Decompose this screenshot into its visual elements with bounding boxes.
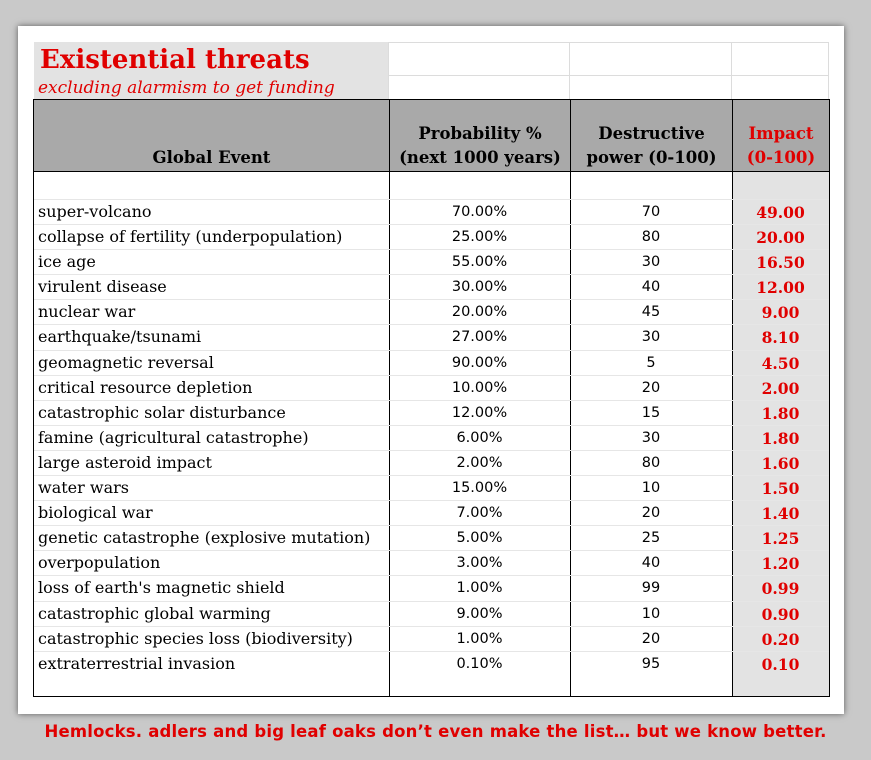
probability-cell: 0.10% (456, 655, 503, 672)
impact-cell: 1.25 (761, 529, 800, 549)
table-row (34, 475, 829, 500)
power-cell: 20 (641, 505, 661, 522)
probability-cell: 1.00% (456, 630, 503, 647)
power-cell: 25 (641, 530, 661, 547)
table-row (34, 350, 829, 375)
probability-cell: 27.00% (451, 329, 508, 346)
probability-cell: 1.00% (456, 580, 503, 597)
probability-cell: 25.00% (451, 229, 508, 246)
table-row (34, 375, 829, 400)
power-cell: 20 (641, 630, 661, 647)
power-cell: 10 (641, 480, 661, 497)
header-impact-line1: Impact (748, 124, 814, 143)
impact-cell: 1.50 (761, 479, 800, 499)
event-cell: biological war (38, 503, 153, 523)
power-cell: 70 (641, 204, 661, 220)
event-cell: geomagnetic reversal (38, 352, 214, 372)
table-row (34, 601, 829, 626)
impact-cell: 0.99 (761, 579, 800, 599)
header-power-line2: power (0-100) (586, 148, 717, 167)
impact-cell: 0.90 (761, 604, 800, 624)
event-cell: loss of earth's magnetic shield (38, 578, 285, 598)
probability-cell: 9.00% (456, 605, 503, 622)
power-cell: 30 (641, 329, 661, 346)
table-row (34, 651, 829, 676)
impact-cell: 9.00 (761, 303, 800, 323)
table-row (34, 550, 829, 575)
table-row (34, 324, 829, 349)
event-cell: genetic catastrophe (explosive mutation) (38, 528, 371, 548)
grid-line (388, 42, 829, 43)
table-row (34, 299, 829, 324)
table-row (34, 450, 829, 475)
table-row (34, 249, 829, 274)
probability-cell: 70.00% (451, 204, 508, 220)
power-cell: 40 (641, 555, 661, 572)
event-cell: critical resource depletion (38, 377, 253, 397)
header-power-line1: Destructive (598, 124, 705, 143)
table-row (34, 425, 829, 450)
probability-cell: 6.00% (456, 429, 503, 446)
probability-cell: 7.00% (456, 505, 503, 522)
probability-cell: 30.00% (451, 279, 508, 296)
event-cell: nuclear war (38, 302, 136, 322)
impact-cell: 1.40 (761, 504, 800, 524)
table-row (34, 500, 829, 525)
table-body (33, 172, 830, 697)
power-cell: 15 (641, 404, 661, 421)
table-row (34, 224, 829, 249)
event-cell: ice age (38, 252, 96, 272)
table-rows (34, 199, 829, 676)
page-title: Existential threats (40, 45, 310, 75)
power-cell: 80 (641, 229, 661, 246)
grid-line (388, 75, 829, 76)
probability-cell: 55.00% (451, 254, 508, 271)
grid-line (828, 42, 829, 99)
event-cell: large asteroid impact (38, 452, 212, 472)
event-cell: famine (agricultural catastrophe) (38, 427, 309, 447)
caption: Hemlocks. adlers and big leaf oaks don’t even make the list… but we know better. (44, 722, 827, 741)
power-cell: 80 (641, 454, 661, 471)
impact-cell: 8.10 (761, 328, 800, 348)
power-cell: 45 (641, 304, 661, 321)
event-cell: earthquake/tsunami (38, 327, 202, 347)
event-cell: collapse of fertility (underpopulation) (38, 227, 343, 247)
header-global-event (34, 100, 389, 171)
impact-cell: 1.80 (761, 428, 800, 448)
power-cell: 99 (641, 580, 661, 597)
probability-cell: 90.00% (451, 354, 508, 371)
event-cell: extraterrestrial invasion (38, 653, 236, 673)
probability-cell: 3.00% (456, 555, 503, 572)
probability-cell: 2.00% (456, 454, 503, 471)
impact-cell: 0.20 (761, 629, 800, 649)
page-subtitle: excluding alarmism to get funding (38, 78, 335, 98)
impact-cell: 1.60 (761, 453, 800, 473)
impact-cell: 16.50 (756, 253, 805, 273)
event-cell: virulent disease (38, 277, 167, 297)
power-cell: 30 (641, 429, 661, 446)
impact-cell: 1.20 (761, 554, 800, 574)
probability-cell: 10.00% (451, 379, 508, 396)
table-header (33, 99, 830, 172)
grid-line (388, 42, 389, 99)
table-row (34, 400, 829, 425)
table-row (34, 199, 829, 224)
grid-line (731, 42, 732, 99)
impact-cell: 49.00 (756, 203, 805, 222)
header-prob-line2: (next 1000 years) (399, 148, 561, 167)
header-probability (389, 100, 570, 171)
power-cell: 40 (641, 279, 661, 296)
probability-cell: 20.00% (451, 304, 508, 321)
event-cell: catastrophic global warming (38, 603, 271, 623)
power-cell: 95 (641, 655, 661, 672)
grid-line (569, 42, 570, 99)
probability-cell: 15.00% (451, 480, 508, 497)
power-cell: 10 (641, 605, 661, 622)
header-event-label: Global Event (152, 148, 271, 167)
table-row (34, 274, 829, 299)
impact-cell: 2.00 (761, 378, 800, 398)
power-cell: 20 (641, 379, 661, 396)
power-cell: 5 (646, 354, 656, 371)
probability-cell: 12.00% (451, 404, 508, 421)
header-impact-line2: (0-100) (746, 148, 816, 167)
event-cell: catastrophic species loss (biodiversity) (38, 628, 353, 648)
power-cell: 30 (641, 254, 661, 271)
impact-cell: 20.00 (756, 228, 805, 248)
header-prob-line1: Probability % (418, 124, 542, 143)
probability-cell: 5.00% (456, 530, 503, 547)
header-impact (732, 100, 829, 171)
table-row (34, 525, 829, 550)
event-cell: super-volcano (38, 202, 152, 221)
event-cell: water wars (38, 478, 129, 498)
spreadsheet (18, 26, 844, 714)
table-row (34, 626, 829, 651)
table-row (34, 575, 829, 600)
impact-cell: 4.50 (761, 353, 800, 373)
impact-cell: 12.00 (756, 278, 805, 298)
header-destructive-power (570, 100, 732, 171)
event-cell: catastrophic solar disturbance (38, 402, 286, 422)
impact-cell: 0.10 (761, 654, 800, 674)
impact-cell: 1.80 (761, 403, 800, 423)
event-cell: overpopulation (38, 553, 161, 573)
